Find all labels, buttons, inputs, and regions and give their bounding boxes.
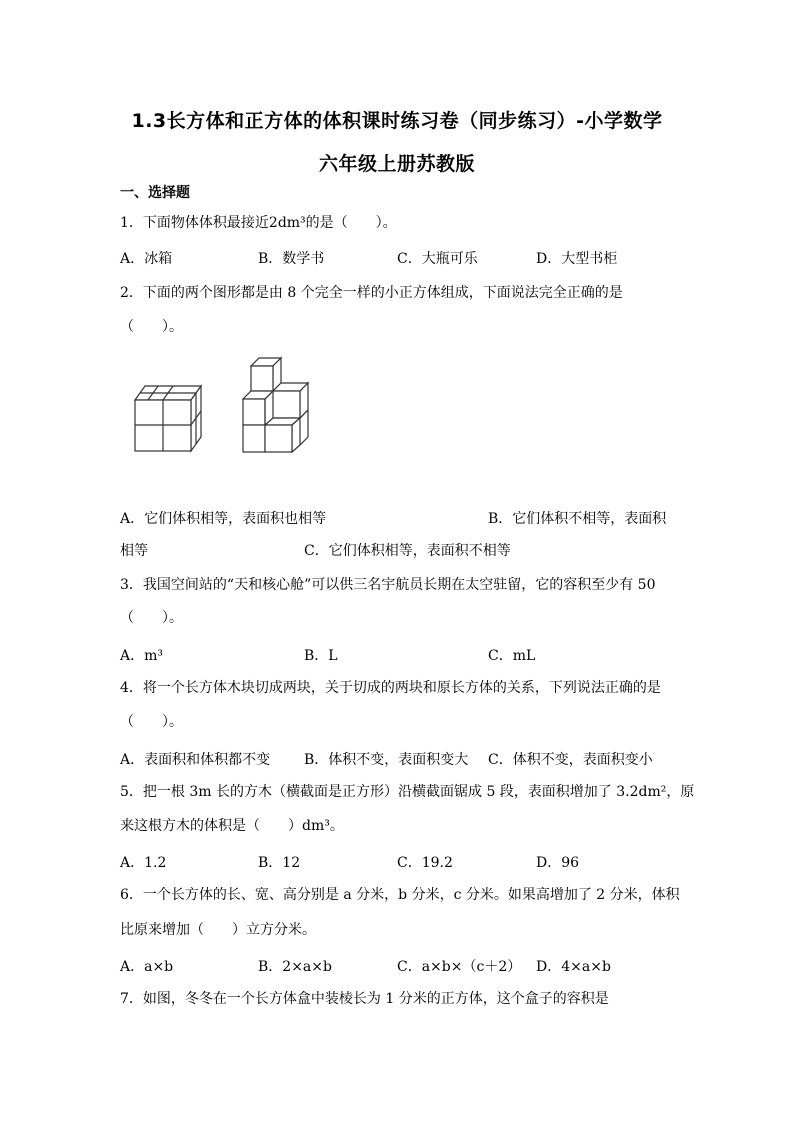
- question-1-text: 1．下面物体体积最接近2dm³的是（ ）。: [120, 215, 397, 231]
- q1-option-a[interactable]: A．冰箱: [120, 251, 173, 267]
- q3-option-a[interactable]: A．m³: [120, 648, 163, 664]
- question-2-text: 2．下面的两个图形都是由 8 个完全一样的小正方体组成，下面说法完全正确的是: [120, 285, 623, 301]
- q5-option-a[interactable]: A．1.2: [120, 855, 167, 871]
- question-4-text: 4．将一个长方体木块切成两块，关于切成的两块和原长方体的关系，下列说法正确的是: [120, 680, 661, 696]
- question-6-text-cont: 比原来增加（ ）立方分米。: [120, 922, 316, 938]
- q5-option-d[interactable]: D．96: [536, 855, 580, 871]
- question-2-text-cont: （ ）。: [120, 319, 183, 335]
- cube-stack-figures-icon: [128, 355, 318, 455]
- q2-option-c[interactable]: C．它们体积相等，表面积不相等: [304, 543, 511, 559]
- q6-option-b[interactable]: B．2×a×b: [258, 959, 332, 975]
- page-subtitle: 六年级上册苏教版: [318, 153, 475, 175]
- question-7-text: 7．如图，冬冬在一个长方体盒中装棱长为 1 分米的正方体，这个盒子的容积是: [120, 991, 609, 1007]
- q1-option-c[interactable]: C．大瓶可乐: [397, 251, 478, 267]
- q1-option-b[interactable]: B．数学书: [258, 251, 325, 267]
- q3-option-b[interactable]: B．L: [304, 648, 338, 664]
- q5-option-c[interactable]: C．19.2: [397, 855, 453, 871]
- question-4-text-cont: （ ）。: [120, 714, 183, 730]
- q2-option-b[interactable]: B．它们体积不相等，表面积: [488, 511, 667, 527]
- q3-option-c[interactable]: C．mL: [488, 648, 536, 664]
- q2-option-a[interactable]: A．它们体积相等，表面积也相等: [120, 511, 327, 527]
- section-heading: 一、选择题: [120, 185, 190, 201]
- page-title: 1.3长方体和正方体的体积课时练习卷（同步练习）-小学数学: [131, 110, 663, 132]
- question-3-text-cont: （ ）。: [120, 610, 183, 626]
- q6-option-d[interactable]: D．4×a×b: [536, 959, 611, 975]
- question-5-text-cont: 来这根方木的体积是（ ）dm³。: [120, 818, 344, 834]
- question-3-text: 3．我国空间站的“天和核心舱”可以供三名宇航员长期在太空驻留，它的容积至少有 50: [120, 577, 656, 593]
- question-6-text: 6．一个长方体的长、宽、高分别是 a 分米，b 分米，c 分米。如果高增加了 2 分米，体积: [120, 887, 680, 903]
- q4-option-a[interactable]: A．表面积和体积都不变: [120, 752, 271, 768]
- q1-option-d[interactable]: D．大型书柜: [536, 251, 618, 267]
- q4-option-c[interactable]: C．体积不变，表面积变小: [488, 752, 653, 768]
- q2-option-b-cont: 相等: [120, 543, 148, 559]
- question-5-text: 5．把一根 3m 长的方木（横截面是正方形）沿横截面锯成 5 段，表面积增加了 3.2dm²，原: [120, 784, 695, 800]
- q6-option-a[interactable]: A．a×b: [120, 959, 174, 975]
- q6-option-c[interactable]: C．a×b×（c＋2）: [397, 959, 522, 975]
- q5-option-b[interactable]: B．12: [258, 855, 301, 871]
- q4-option-b[interactable]: B．体积不变，表面积变大: [304, 752, 469, 768]
